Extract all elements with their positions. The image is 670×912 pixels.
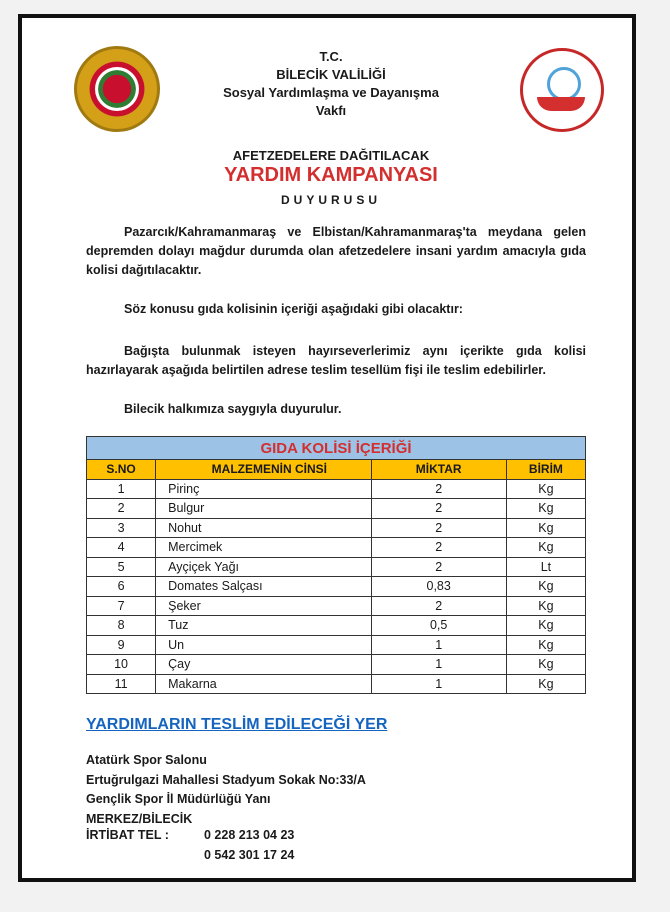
row-number: 9 [87,635,156,655]
institution-header [22,48,640,120]
paragraph: Bağışta bulunmak isteyen hayırseverlerimiz aynı içerikte gıda kolisi hazırlayarak aşağıda belirtilen adrese teslim tesellüm fişi ile teslim edebilirler. [86,344,586,377]
item-name: Bulgur [156,499,371,519]
contact-label: İRTİBAT TEL : [86,828,169,842]
item-name: Ayçiçek Yağı [156,557,371,577]
item-quantity: 2 [371,518,506,538]
row-number: 8 [87,616,156,636]
table-row [87,518,586,538]
item-unit: Kg [506,499,585,519]
address-line: MERKEZ/BİLECİK [86,811,193,826]
item-unit: Kg [506,538,585,558]
item-quantity: 2 [371,557,506,577]
column-header: BİRİM [506,460,585,480]
row-number: 3 [87,518,156,538]
item-quantity: 1 [371,655,506,675]
item-quantity: 0,5 [371,616,506,636]
column-header: MİKTAR [371,460,506,480]
item-quantity: 1 [371,674,506,694]
paragraph: Söz konusu gıda kolisinin içeriği aşağıdaki gibi olacaktır: [124,302,463,316]
sub-heading: AFETZEDELERE DAĞITILACAK [232,148,430,163]
address-line: Gençlik Spor İl Müdürlüğü Yanı [86,792,271,806]
header-line: Vakfı [315,103,347,118]
item-name: Tuz [156,616,371,636]
table-row [87,479,586,499]
paragraph: Pazarcık/Kahramanmaraş ve Elbistan/Kahramanmaraş'ta meydana gelen depremden dolayı mağdur durumda olan afetzedelere insani yardım amacıyla gıda kolisi dağıtılacaktır. [86,225,586,277]
column-header: S.NO [87,460,156,480]
item-quantity: 2 [371,479,506,499]
item-quantity: 2 [371,596,506,616]
row-number: 11 [87,674,156,694]
item-quantity: 2 [371,538,506,558]
item-name: Makarna [156,674,371,694]
row-number: 10 [87,655,156,675]
item-name: Domates Salçası [156,577,371,597]
campaign-title: YARDIM KAMPANYASI [224,164,438,186]
item-unit: Kg [506,616,585,636]
table-row [87,596,586,616]
item-unit: Kg [506,518,585,538]
item-unit: Kg [506,577,585,597]
table-row [87,635,586,655]
item-quantity: 1 [371,635,506,655]
row-number: 2 [87,499,156,519]
announcement-label: DUYURUSU [280,193,381,207]
phone-number: 0 228 213 04 23 [204,828,295,842]
item-name: Çay [156,655,371,675]
item-unit: Kg [506,655,585,675]
table-row [87,538,586,558]
row-number: 7 [87,596,156,616]
row-number: 6 [87,577,156,597]
table-row [87,499,586,519]
contact-info [86,826,294,865]
header-line: BİLECİK VALİLİĞİ [276,67,386,82]
item-name: Nohut [156,518,371,538]
item-name: Un [156,635,371,655]
table-row [87,616,586,636]
item-unit: Kg [506,674,585,694]
row-number: 4 [87,538,156,558]
delivery-address [86,751,366,829]
item-quantity: 0,83 [371,577,506,597]
header-line: Sosyal Yardımlaşma ve Dayanışma [223,85,439,100]
item-name: Şeker [156,596,371,616]
row-number: 5 [87,557,156,577]
item-name: Pirinç [156,479,371,499]
header-line: T.C. [319,49,343,64]
delivery-location-title: YARDIMLARIN TESLİM EDİLECEĞİ YER [86,716,388,733]
item-unit: Kg [506,635,585,655]
food-package-table [86,436,586,694]
phone-number: 0 542 301 17 24 [204,847,295,862]
item-unit: Kg [506,479,585,499]
column-header: MALZEMENİN CİNSİ [156,460,371,480]
row-number: 1 [87,479,156,499]
address-line: Atatürk Spor Salonu [86,753,207,767]
table-row [87,557,586,577]
announcement-document [18,14,636,882]
item-quantity: 2 [371,499,506,519]
table-row [87,655,586,675]
item-unit: Kg [506,596,585,616]
item-unit: Lt [506,557,585,577]
table-header-row [87,460,586,480]
address-line: Ertuğrulgazi Mahallesi Stadyum Sokak No:33/A [86,772,366,787]
paragraph: Bilecik halkımıza saygıyla duyurulur. [124,402,342,416]
table-title: GIDA KOLİSİ İÇERİĞİ [87,437,586,460]
item-name: Mercimek [156,538,371,558]
table-row [87,674,586,694]
table-row [87,577,586,597]
